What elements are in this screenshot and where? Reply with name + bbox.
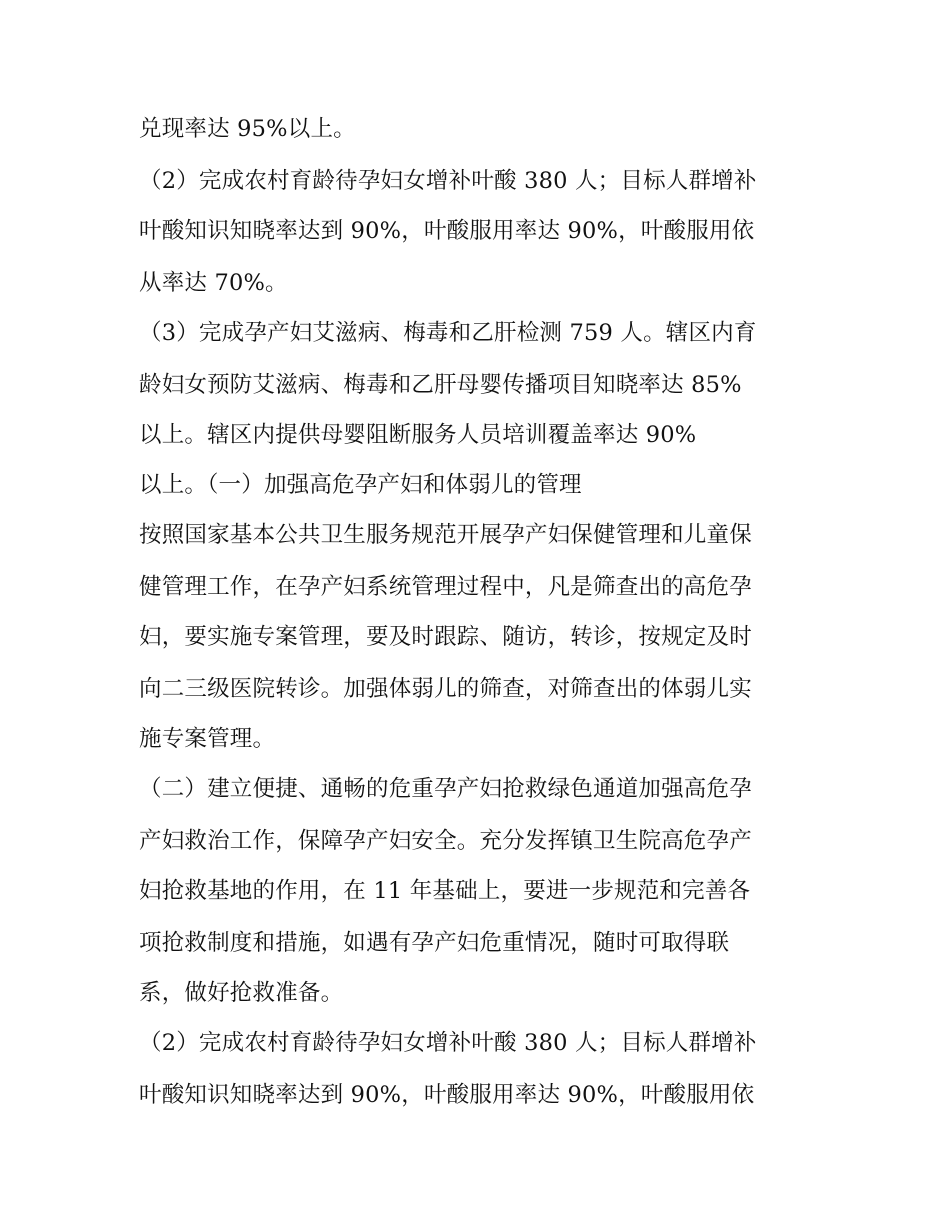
text-line: 兑现率达 95%以上。 [139,116,356,142]
text-line: 叶酸知识知晓率达到 90%，叶酸服用率达 90%，叶酸服用依 [139,218,755,244]
text-line: 系，做好抢救准备。 [139,980,344,1006]
text-line: 产妇救治工作，保障孕产妇安全。充分发挥镇卫生院高危孕产 [139,828,752,854]
text-line: 妇，要实施专案管理，要及时跟踪、随访，转诊，按规定及时 [139,624,752,650]
text-line: 叶酸知识知晓率达到 90%，叶酸服用率达 90%，叶酸服用依 [139,1082,755,1108]
text-line: 从率达 70%。 [139,270,288,296]
text-line: （2）完成农村育龄待孕妇女增补叶酸 380 人；目标人群增补 [139,1030,757,1056]
text-line: 项抢救制度和措施，如遇有孕产妇危重情况，随时可取得联 [139,930,730,956]
text-line: （二）建立便捷、通畅的危重孕产妇抢救绿色通道加强高危孕 [139,776,752,802]
text-line: （2）完成农村育龄待孕妇女增补叶酸 380 人；目标人群增补 [139,168,757,194]
text-line: 施专案管理。 [139,726,276,752]
text-line: 以上。（一）加强高危孕产妇和体弱儿的管理 [139,472,582,498]
text-line: （3）完成孕产妇艾滋病、梅毒和乙肝检测 759 人。辖区内育 [139,320,757,346]
text-line: 龄妇女预防艾滋病、梅毒和乙肝母婴传播项目知晓率达 85% [139,372,742,398]
text-line: 健管理工作，在孕产妇系统管理过程中，凡是筛查出的高危孕 [139,574,752,600]
text-line: 以上。辖区内提供母婴阻断服务人员培训覆盖率达 90% [139,422,697,448]
text-line: 按照国家基本公共卫生服务规范开展孕产妇保健管理和儿童保 [139,522,752,548]
text-line: 妇抢救基地的作用，在 11 年基础上，要进一步规范和完善各 [139,878,751,904]
text-line: 向二三级医院转诊。加强体弱儿的筛查，对筛查出的体弱儿实 [139,676,752,702]
